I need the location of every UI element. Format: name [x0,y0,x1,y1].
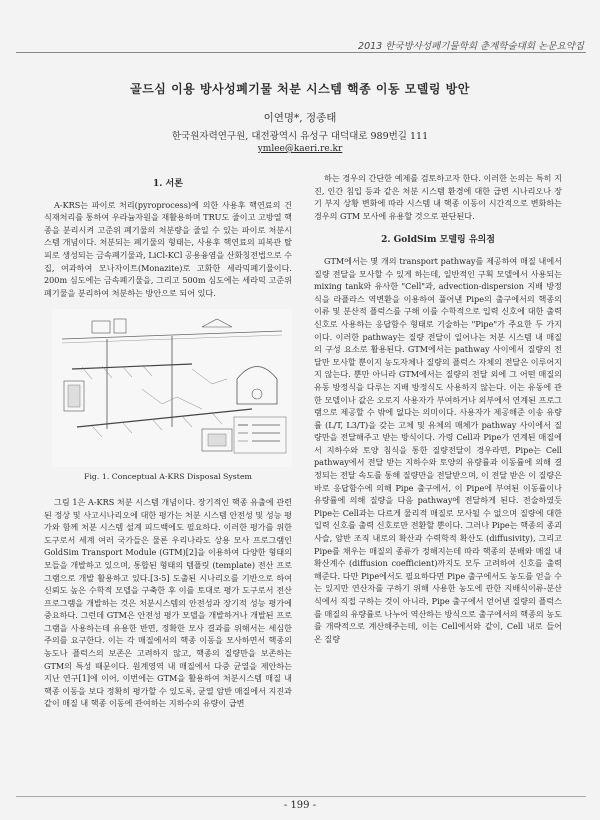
email-link[interactable]: ymlee@kaeri.re.kr [257,144,343,154]
disposal-system-figure [52,309,292,467]
disposal-system-diagram [52,309,292,467]
affiliation-line: 한국원자력연구원, 대전광역시 유성구 대덕대로 989번길 111 [171,131,429,142]
figure-caption: Fig. 1. Conceptual A-KRS Disposal System [84,472,252,482]
paper-title: 골드심 이용 방사성폐기물 처분 시스템 핵종 이동 모델링 방안 [130,82,470,96]
header-rule [16,52,586,53]
goldsim-paragraph: GTM에서는 몇 개의 transport pathway를 제공하여 매질 내에서 질량 전달을 모사할 수 있게 하는데, 일반적인 구획 모델에서 사용되는 mixing tank와 유사한 "Cell"과, advection-dispersion 지배 방정식을 라플라스 역변환을 이용하여 풀어낸 Pipe의 출구에서의 핵종의 이류 및 분산적 플럭스를 구해 이를 수학적으로 입력 신호에 대한 출력 신호로 사용하는 응답함수 형태로 기술하는 "Pipe"가 주요한 두 가지이다. 이러한 pathway는 질량 전달이 일어나는 처분 시스템 내 매질의 구성 요소로 활용된다. GTM에서는 pathway 사이에서 질량의 전달만 모사할 뿐이지 농도자체나 질량의 플럭스 자체의 전달은 이루어지지 않는다. 뿐만 아니라 GTM에서는 질량의 전달 외에 그 어떤 매질의 유동 방정식을 다루는 지배 방정식도 사용하지 않는다. 이는 유동에 관한 모델이나 값은 오로지 사용자가 부여하거나 외부에서 연계된 프로그램으로 제공할 수 밖에 없다는 의미이다. 사용자가 제공해준 이송 유량률 (L/T, L3/T)을 갖는 고체 및 유체의 매체가 pathway 사이에서 질량만을 전달해주고 받는 방식이다. 가령 Cell과 Pipe가 연계된 매질에서 지하수와 토양 침식을 통한 질량전달이 경우라면, Pipe는 Cell pathway에서 전달 받는 지하수와 토양의 유량률과 이동률에 의해 결정되는 전달 속도를 통해 질량만을 전달받으며, 이 전달 받은 이 질량은 바로 응답함수에 의해 Pipe 출구에서, 이 Pipe에 부여된 이동률이나 유량률에 의해 질량을 다음 pathway에 전달하게 된다. 전술하였듯 Pipe는 Cell과는 다르게 물리적 매질로 모사될 수 없으며 질량에 대한 입력 신호를 출력 신호로만 전환할 뿐이다. 그러나 Pipe는 핵종의 종괴 사슬, 암반 조직 내로의 확산과 수력학적 확산도 (diffusivity), 그리고 Pipe를 채우는 매질의 종류가 정해지는데 따라 핵종의 분배와 매질 내 확산계수 (diffusion coefficient)까지도 모두 고려하여 신호를 출력 해준다. 다만 Pipe에서도 필요하다면 Pipe 출구에서도 농도를 얻을 수는 있지만 연산자를 구하기 위해 사용한 농도에 관한 지배식이류-분산식에서 직접 구하는 것이 아니라, Pipe 출구에서 얻어낸 질량의 플럭스를 매질의 유량률로 나누어 역산하는 방식으로 출구에서의 핵종의 농도를 개략적으로 계산해주는데, 이는 Cell에서와 같이, Cell 내로 들어 온 질량 [314,255,562,644]
body-paragraph: 그림 1은 A-KRS 처분 시스템 개념이다. 장기적인 핵종 유출에 관련된 정상 및 사고시나리오에 대한 평가는 처분 시스템 안전성 및 성능 평가와 함께 처분 시스템 설계 피드백에도 필요하다. 이러한 평가를 위한 도구로서 세계 여러 국가들은 물론 우리나라도 상용 모사 프로그램인 GoldSim Transport Module (GTM)[2]을 이용하여 다양한 형태의 모들을 개발하고 있으며, 통합된 형태의 템플릿 (template) 전산 프로그램으로 개발 활용하고 있다.[3-5] 도출된 시나리오를 기반으로 하여 신뢰도 높은 수학적 모델을 구축한 후 이를 토대로 평가 도구로서 전산 프로그램을 개발하는 것은 처분시스템의 안전성과 장기적 성능 평가에 중요하다. 그런데 GTM은 안전성 평가 모델을 개발하거나 개발된 프로그램을 사용하는데 유용한 반면, 정확한 모사 결과를 위해서는 세심한 주의를 요구한다. 이는 각 매질에서의 핵종 이동을 모사하면서 핵종의 농도나 플럭스의 보존은 고려하지 않고, 핵종의 질량만을 보존하는 GTM의 특성 때문이다. 원계영역 내 매질에서 다중 균열을 제안하는 지난 연구[1]에 이어, 이번에는 GTM을 활용하여 처분시스템 매질 내 핵종 이동을 보다 정확히 평가할 수 있도록, 균열 암반 매질에서 지진과 같이 매질 내 핵종 이동에 관여하는 지하수의 유량이 급변 [44,496,292,709]
continuation-paragraph: 하는 경우의 간단한 예제를 검토하고자 한다. 이러한 논의는 특히 지진, 인간 침입 등과 같은 처분 시스템 환경에 대한 급변 시나리오나 장기 부지 상황 변화에 따라 시스템 내 핵종 이동이 시간적으로 변화하는 경우의 GTM 모사에 유용할 것으로 판단된다. [314,173,562,221]
left-column [44,172,292,710]
right-column [314,172,562,645]
conference-header: 2013 한국방사성폐기물학회 춘계학술대회 논문요약집 [358,41,584,52]
intro-paragraph: A-KRS는 파이로 처리(pyroprocess)에 의한 사용후 핵연료의 건식재처리를 통하여 우라늄자원을 재활용하며 TRU도 줄이고 고방열 핵종을 분리시켜 고준위 폐기물의 처분량을 줄일 수 있는 파이로 처분시스템 개념이다. 처분되는 폐기물의 형태는, 사용후 핵연료의 피복관 탈피로 생성되는 금속폐기물과, LiCl-KCl 공용융염을 산화칭전법으로 수집, 여과하여 모나자이트(Monazite)로 고화한 세라믹폐기물이다. 200m 심도에는 금속폐기물을, 그리고 500m 심도에는 세라믹 고준위 폐기물을 분리하여 처분하는 방안으로 되어 있다. [44,199,292,298]
author-line: 이연명*, 정종태 [263,112,337,124]
section-heading-goldsim: 2. GoldSim 모델링 유의점 [381,235,495,246]
page-number: - 199 - [283,800,317,811]
section-heading-intro: 1. 서론 [153,179,183,189]
footer-rule [16,796,586,797]
